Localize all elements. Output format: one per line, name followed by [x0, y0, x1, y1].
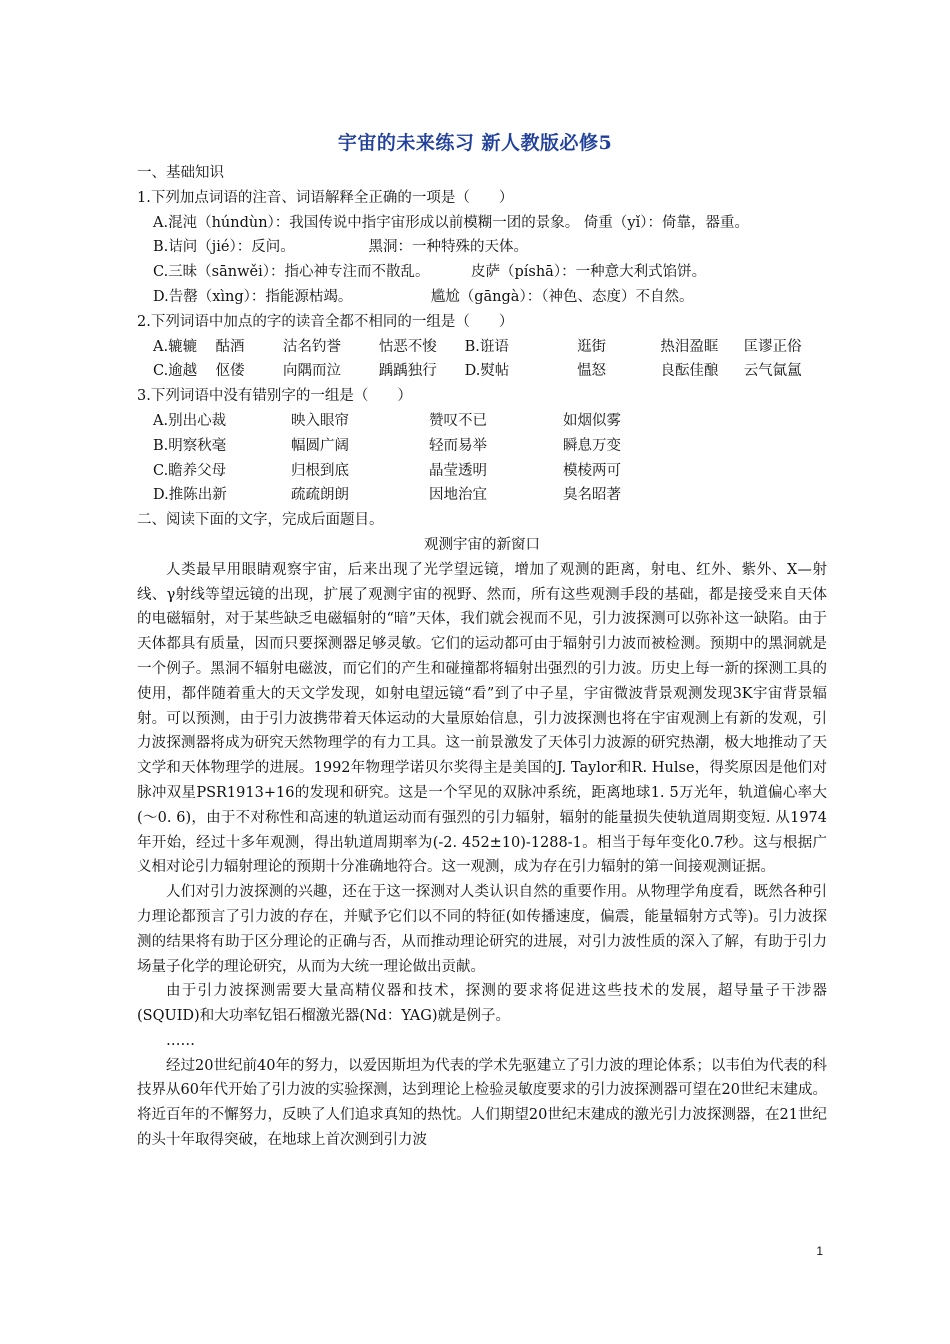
word-cell: C.瞻养父母 [153, 462, 227, 479]
word-cell: 归根到底 [291, 462, 349, 479]
word-cell: 良酝佳酿 [660, 363, 719, 380]
word-cell: 模棱两可 [563, 462, 621, 479]
word-cell: 瞬息万变 [563, 437, 621, 454]
page-number: 1 [816, 1244, 823, 1258]
word-cell: 映入眼帘 [291, 412, 349, 429]
question-3-row [137, 409, 827, 434]
word-cell: 因地治宜 [429, 487, 487, 504]
word-cell: 轻而易举 [429, 437, 487, 454]
article-paragraph: 人类最早用眼睛观察宇宙，后来出现了光学望远镜，增加了观测的距离，射电、红外、紫外、X—射线、γ射线等望远镜的出现，扩展了观测宇宙的视野、然而，所有这些观测手段的基础，都是接受来自天体的电磁辐射，对于某些缺乏电磁辐射的“暗”天体，我们就会视而不见，引力波探测可以弥补这一缺陷。由于天体都具有质量，因而只要探测器足够灵敏。它们的运动都可由于辐射引力波而被检测。预期中的黑洞就是一个例子。黑洞不辐射电磁波，而它们的产生和碰撞都将辐射出强烈的引力波。历史上每一新的探测工具的使用，都伴随着重大的天文学发现，如射电望远镜“看”到了中子星，宇宙微波背景观测发现3K宇宙背景辐射。可以预测，由于引力波携带着天体运动的大量原始信息，引力波探测也将在宇宙观测上有新的发观，引力波探测器将成为研究天然物理学的有力工具。这一前景激发了天体引力波源的研究热潮，极大地推动了天文学和天体物理学的进展。1992年物理学诺贝尔奖得主是美国的J. Taylor和R. Hulse，得奖原因是他们对脉冲双星PSR1913+16的发现和研究。这是一个罕见的双脉冲系统，距离地球1. 5万光年，轨道偏心率大(～0. 6)，由于不对称性和高速的轨道运动而有强烈的引力辐射，辐射的能量损失使轨道周期变短. 从1974年开始，经过十多年观测，得出轨道周期率为(-2. 452±10)-1288-1。相当于每年变化0.7秒。这与根据广义相对论引力辐射理论的预期十分准确地符合。这一观测，成为存在引力辐射的第一间接观测证据。 [137, 561, 827, 876]
question-3-row [137, 483, 827, 508]
word-cell: 踽踽独行 [378, 363, 437, 380]
article-paragraph: 由于引力波探测需要大量高精仪器和技术，探测的要求将促进这些技术的发展，超导量子干涉器(SQUID)和大功率钇铝石榴激光器(Nd：YAG)就是例子。 [137, 983, 827, 1025]
article-paragraph: 经过20世纪前40年的努力，以爱因斯坦为代表的学术先驱建立了引力波的理论体系；以韦伯为代表的科技界从60年代开始了引力波的实验探测，达到理论上检验灵敏度要求的引力波探测器可望在20世纪末建成。将近百年的不懈努力，反映了人们追求真知的热忱。人们期望20世纪末建成的激光引力波探测器，在21世纪的头十年取得突破，在地球上首次测到引力波 [137, 1057, 827, 1149]
question-1-option-c: C.三昧（sānwěi）：指心神专注而不散乱。 皮萨（píshā）：一种意大利式馅饼。 [153, 264, 707, 281]
section-heading: 一、基础知识 [137, 165, 224, 181]
question-1-option-a: A.混沌（húndùn）：我国传说中指宇宙形成以前模糊一团的景象。 倚重（yǐ）：倚靠，器重。 [153, 214, 749, 231]
question-2-stem: 2.下列词语中加点的字的读音全都不相同的一组是（ ） [137, 313, 514, 330]
word-cell: 酤酒 [215, 338, 245, 355]
word-cell: 臭名昭著 [563, 487, 621, 504]
word-cell: 如烟似雾 [563, 412, 621, 429]
question-2-row [137, 359, 827, 384]
article-ellipsis: …… [166, 1032, 195, 1049]
question-1-stem: 1.下列加点词语的注音、词语解释全正确的一项是（ ） [137, 189, 514, 206]
word-cell: 向隅而泣 [282, 363, 341, 380]
word-cell: B.明察秋毫 [153, 437, 227, 454]
word-cell: 愠怒 [577, 363, 607, 380]
question-2-row [137, 335, 827, 360]
question-3-row [137, 434, 827, 459]
word-cell: 疏疏朗朗 [291, 487, 349, 504]
word-cell: C.逾越 [153, 363, 198, 380]
word-cell: D.熨帖 [464, 363, 510, 380]
question-1-option-d: D.告罄（xìng）：指能源枯竭。 尴尬（gāngà）：（神色、态度）不自然。 [153, 288, 694, 305]
word-cell: 怙恶不悛 [378, 338, 437, 355]
word-cell: 沽名钓誉 [282, 338, 341, 355]
word-cell: 伛偻 [215, 363, 245, 380]
word-cell: 热泪盈眶 [660, 338, 719, 355]
word-cell: 赞叹不已 [429, 412, 487, 429]
word-cell: A.辘辘 [153, 338, 198, 355]
word-cell: 逛街 [577, 338, 607, 355]
word-cell: 匡谬正俗 [743, 338, 802, 355]
word-cell: 云气氤氲 [743, 363, 802, 380]
word-cell: A.别出心裁 [153, 412, 227, 429]
question-3-stem: 3.下列词语中没有错别字的一组是（ ） [137, 388, 412, 405]
word-cell: B.诳语 [464, 338, 509, 355]
question-3-row [137, 459, 827, 484]
document-title: 宇宙的未来练习 新人教版必修5 [337, 132, 613, 154]
article-paragraph: 人们对引力波探测的兴趣，还在于这一探测对人类认识自然的重要作用。从物理学角度看，既然各种引力理论都预言了引力波的存在，并赋予它们以不同的特征(如传播速度，偏震，能量辐射方式等)。引力波探测的结果将有助于区分理论的正确与否，从而推动理论研究的进展，对引力波性质的深入了解，有助于引力场量子化学的理论研究，从而为大统一理论做出贡献。 [137, 884, 827, 975]
question-1-option-b: B.诘问（jié）：反问。 黑洞：一种特殊的天体。 [153, 239, 528, 256]
word-cell: 晶莹透明 [429, 462, 487, 479]
word-cell: 幅圆广阔 [291, 437, 349, 454]
word-cell: D.推陈出新 [153, 487, 227, 504]
article-title: 观测宇宙的新窗口 [424, 536, 540, 553]
document-body [137, 161, 827, 1153]
section-heading: 二、阅读下面的文字，完成后面题目。 [137, 512, 384, 529]
